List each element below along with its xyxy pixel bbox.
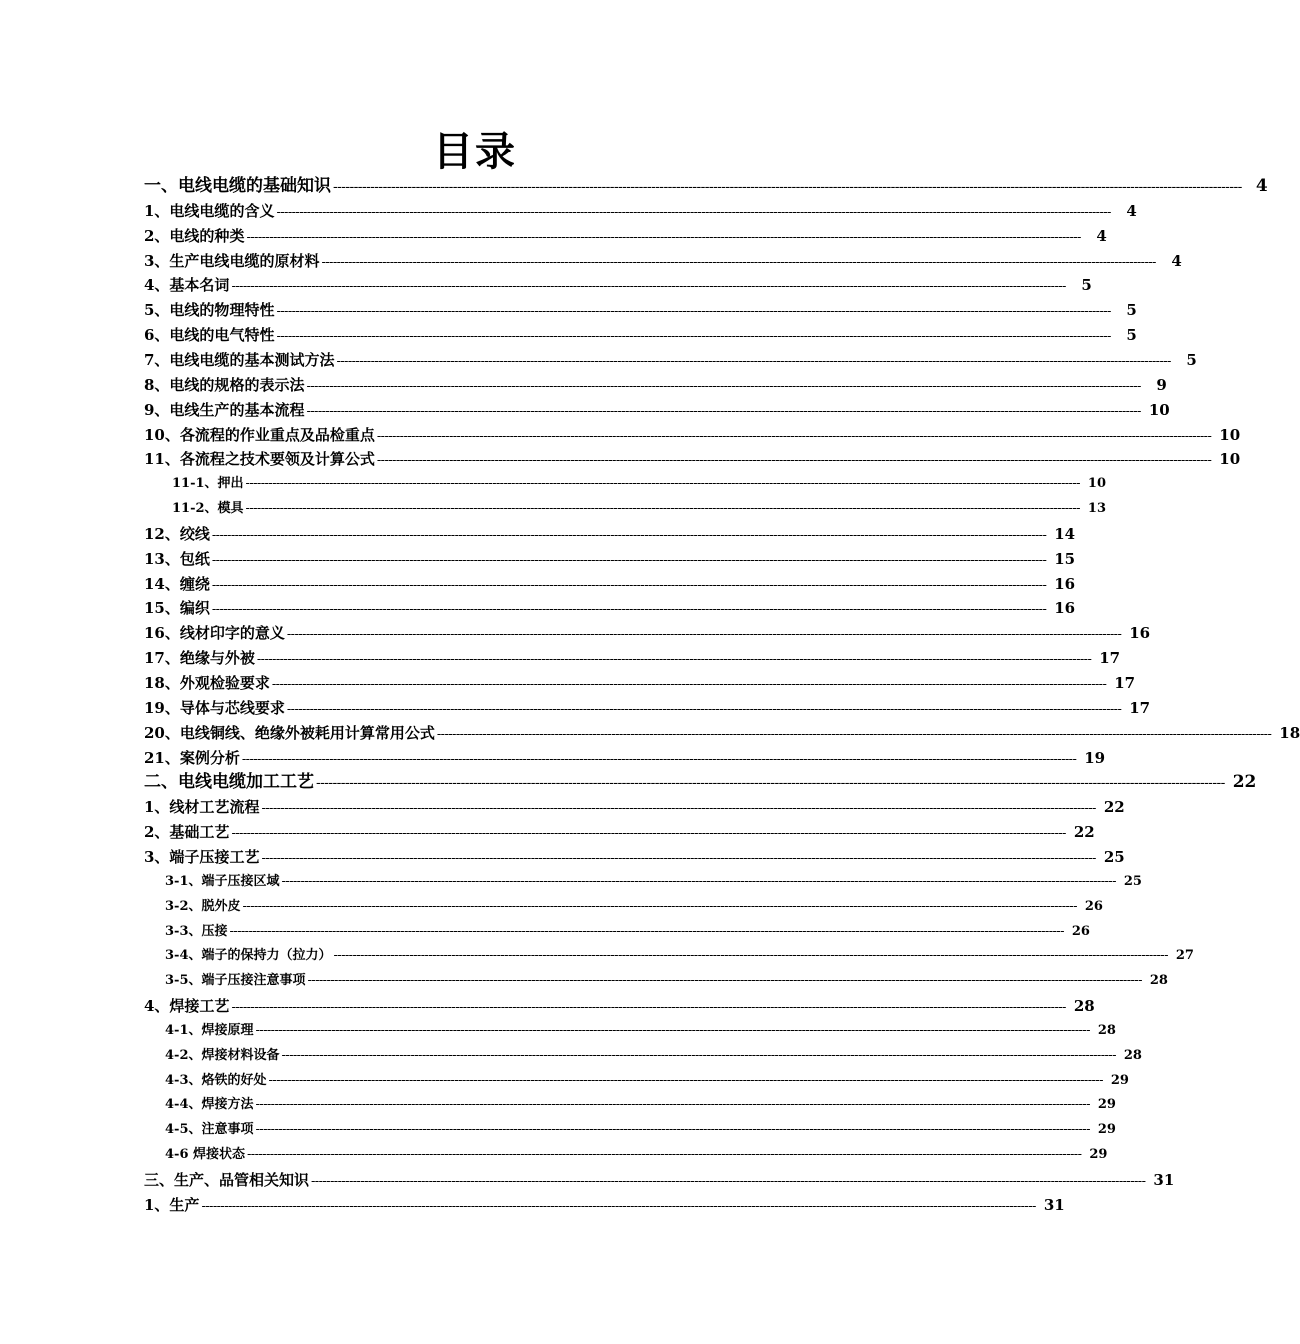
toc-entry-page-number: 27 xyxy=(1175,948,1194,964)
toc-entry-page-number: 5 xyxy=(1126,326,1137,345)
toc-entry-page-number: 17 xyxy=(1114,674,1136,692)
dot-leader: ---------------------------------------------------------------------------------------------------------------------------------------------------------------------------------------------------------------------------- xyxy=(255,1022,1090,1038)
toc-entry-label: 16、线材印字的意义 xyxy=(144,624,285,643)
toc-entry-label: 8、电线的规格的表示法 xyxy=(144,375,305,394)
toc-entry[interactable] xyxy=(144,249,1182,273)
toc-entry[interactable] xyxy=(144,671,1136,695)
dot-leader: ---------------------------------------------------------------------------------------------------------------------------------------------------------------------------------------------------------------------------- xyxy=(271,677,1107,692)
toc-entry[interactable] xyxy=(165,944,1194,968)
dot-leader: ---------------------------------------------------------------------------------------------------------------------------------------------------------------------------------------------------------------------------- xyxy=(245,501,1080,517)
toc-entry-page-number: 26 xyxy=(1084,898,1103,914)
toc-entry[interactable] xyxy=(144,795,1125,819)
dot-leader: ---------------------------------------------------------------------------------------------------------------------------------------------------------------------------------------------------------------------------- xyxy=(247,1147,1082,1163)
toc-entry-page-number: 25 xyxy=(1103,847,1125,866)
toc-entry-page-number: 28 xyxy=(1123,1047,1142,1063)
toc-entry-label: 6、电线的电气特性 xyxy=(144,326,275,345)
toc-entry-label: 一、电线电缆的基础知识 xyxy=(144,176,331,196)
toc-entry-label: 10、各流程的作业重点及品检重点 xyxy=(144,425,375,444)
toc-entry-label: 3-5、端子压接注意事项 xyxy=(165,973,306,989)
toc-entry-label: 5、电线的物理特性 xyxy=(144,301,275,320)
toc-entry-page-number: 14 xyxy=(1054,524,1076,543)
toc-entry-label: 18、外观检验要求 xyxy=(144,674,270,692)
dot-leader: ---------------------------------------------------------------------------------------------------------------------------------------------------------------------------------------------------------------------------- xyxy=(276,329,1111,345)
dot-leader: ---------------------------------------------------------------------------------------------------------------------------------------------------------------------------------------------------------------------------- xyxy=(333,948,1168,964)
page-title: 目录 xyxy=(433,128,517,175)
dot-leader: ---------------------------------------------------------------------------------------------------------------------------------------------------------------------------------------------------------------------------- xyxy=(307,973,1142,989)
toc-entry-label: 4-5、注意事项 xyxy=(165,1122,254,1138)
toc-entry-label: 4-3、烙铁的好处 xyxy=(165,1072,267,1088)
dot-leader: ---------------------------------------------------------------------------------------------------------------------------------------------------------------------------------------------------------------------------- xyxy=(311,1174,1146,1189)
toc-entry-page-number: 28 xyxy=(1073,997,1095,1016)
toc-entry-page-number: 29 xyxy=(1097,1122,1116,1138)
toc-entry-page-number: 31 xyxy=(1153,1171,1175,1189)
toc-entry[interactable] xyxy=(165,1118,1116,1142)
toc-entry-page-number: 18 xyxy=(1279,723,1300,742)
toc-entry-label: 9、电线生产的基本流程 xyxy=(144,400,305,419)
dot-leader: ---------------------------------------------------------------------------------------------------------------------------------------------------------------------------------------------------------------------------- xyxy=(276,204,1111,220)
toc-entry-label: 4、基本名词 xyxy=(144,276,230,295)
toc-entry-page-number: 29 xyxy=(1110,1072,1129,1088)
dot-leader: ---------------------------------------------------------------------------------------------------------------------------------------------------------------------------------------------------------------------------- xyxy=(231,1000,1066,1016)
toc-entry[interactable] xyxy=(165,1143,1108,1167)
toc-entry[interactable] xyxy=(144,348,1197,372)
toc-entry[interactable] xyxy=(144,1168,1175,1192)
toc-entry[interactable] xyxy=(144,447,1241,471)
dot-leader: ---------------------------------------------------------------------------------------------------------------------------------------------------------------------------------------------------------------------------- xyxy=(321,254,1156,270)
toc-entry-page-number: 10 xyxy=(1148,400,1170,419)
toc-entry-label: 21、案例分析 xyxy=(144,748,240,767)
dot-leader: ---------------------------------------------------------------------------------------------------------------------------------------------------------------------------------------------------------------------------- xyxy=(231,279,1066,295)
toc-entry[interactable] xyxy=(144,994,1095,1018)
dot-leader: ---------------------------------------------------------------------------------------------------------------------------------------------------------------------------------------------------------------------------- xyxy=(261,850,1096,866)
dot-leader: ---------------------------------------------------------------------------------------------------------------------------------------------------------------------------------------------------------------------------- xyxy=(336,353,1171,369)
toc-entry[interactable] xyxy=(144,845,1125,869)
toc-entry-label: 3-1、端子压接区域 xyxy=(165,873,280,889)
toc-entry-page-number: 16 xyxy=(1054,599,1076,618)
toc-entry-page-number: 15 xyxy=(1054,549,1076,568)
toc-entry-label: 4-4、焊接方法 xyxy=(165,1097,254,1113)
toc-entry-label: 4、焊接工艺 xyxy=(144,997,230,1016)
toc-entry[interactable] xyxy=(165,920,1090,944)
toc-entry-page-number: 13 xyxy=(1087,501,1107,517)
dot-leader: ---------------------------------------------------------------------------------------------------------------------------------------------------------------------------------------------------------------------------- xyxy=(276,304,1111,320)
toc-entry[interactable] xyxy=(144,721,1300,745)
toc-entry-page-number: 29 xyxy=(1089,1147,1108,1163)
toc-entry-label: 17、绝缘与外被 xyxy=(144,649,255,668)
toc-entry-page-number: 4 xyxy=(1171,251,1182,270)
dot-leader: ---------------------------------------------------------------------------------------------------------------------------------------------------------------------------------------------------------------------------- xyxy=(316,775,1225,792)
toc-entry[interactable] xyxy=(144,696,1151,720)
dot-leader: ---------------------------------------------------------------------------------------------------------------------------------------------------------------------------------------------------------------------------- xyxy=(242,898,1077,914)
toc-entry-page-number: 29 xyxy=(1097,1097,1116,1113)
toc-entry[interactable] xyxy=(144,273,1092,297)
dot-leader: ---------------------------------------------------------------------------------------------------------------------------------------------------------------------------------------------------------------------------- xyxy=(231,826,1066,842)
dot-leader: ---------------------------------------------------------------------------------------------------------------------------------------------------------------------------------------------------------------------------- xyxy=(261,801,1096,817)
toc-entry-page-number: 10 xyxy=(1087,476,1107,492)
dot-leader: ---------------------------------------------------------------------------------------------------------------------------------------------------------------------------------------------------------------------------- xyxy=(229,923,1064,939)
toc-entry-page-number: 16 xyxy=(1054,574,1076,593)
toc-entry-page-number: 28 xyxy=(1149,973,1168,989)
toc-entry-label: 4-2、焊接材料设备 xyxy=(165,1047,280,1063)
dot-leader: ---------------------------------------------------------------------------------------------------------------------------------------------------------------------------------------------------------------------------- xyxy=(245,476,1080,492)
toc-entry-page-number: 10 xyxy=(1219,450,1241,469)
toc-entry[interactable] xyxy=(144,373,1167,397)
toc-entry-page-number: 5 xyxy=(1081,276,1092,295)
dot-leader: ---------------------------------------------------------------------------------------------------------------------------------------------------------------------------------------------------------------------------- xyxy=(268,1072,1103,1088)
dot-leader: ---------------------------------------------------------------------------------------------------------------------------------------------------------------------------------------------------------------------------- xyxy=(286,627,1122,643)
toc-entry-page-number: 5 xyxy=(1186,350,1197,369)
toc-entry[interactable] xyxy=(165,1019,1116,1043)
toc-entry-page-number: 22 xyxy=(1103,798,1125,817)
toc-entry-label: 3-2、脱外皮 xyxy=(165,898,241,914)
toc-entry[interactable] xyxy=(144,199,1137,223)
toc-entry-label: 14、缠绕 xyxy=(144,574,210,593)
toc-entry[interactable] xyxy=(144,596,1076,620)
toc-entry-label: 11、各流程之技术要领及计算公式 xyxy=(144,450,375,469)
toc-entry[interactable] xyxy=(165,1093,1116,1117)
toc-entry-label: 三、生产、品管相关知识 xyxy=(144,1171,310,1189)
toc-entry[interactable] xyxy=(144,820,1095,844)
toc-entry-label: 4-6 焊接状态 xyxy=(165,1147,246,1163)
toc-entry-label: 7、电线电缆的基本测试方法 xyxy=(144,350,335,369)
toc-entry-page-number: 19 xyxy=(1084,748,1106,767)
toc-entry-label: 1、线材工艺流程 xyxy=(144,798,260,817)
toc-entry[interactable] xyxy=(165,895,1103,919)
toc-entry[interactable] xyxy=(144,174,1268,198)
dot-leader: ---------------------------------------------------------------------------------------------------------------------------------------------------------------------------------------------------------------------------- xyxy=(211,577,1047,593)
toc-entry-label: 20、电线铜线、绝缘外被耗用计算常用公式 xyxy=(144,723,435,742)
toc-entry[interactable] xyxy=(144,770,1257,794)
toc-entry-label: 15、编织 xyxy=(144,599,210,618)
toc-entry-page-number: 4 xyxy=(1126,201,1137,220)
dot-leader: ---------------------------------------------------------------------------------------------------------------------------------------------------------------------------------------------------------------------------- xyxy=(333,179,1242,195)
toc-entry-label: 3-3、压接 xyxy=(165,923,228,939)
toc-entry[interactable] xyxy=(144,398,1170,422)
toc-entry[interactable] xyxy=(144,522,1076,546)
toc-entry[interactable] xyxy=(172,497,1107,521)
toc-entry[interactable] xyxy=(144,621,1151,645)
toc-entry-label: 11-2、模具 xyxy=(172,501,244,517)
dot-leader: ---------------------------------------------------------------------------------------------------------------------------------------------------------------------------------------------------------------------------- xyxy=(211,527,1047,543)
dot-leader: ---------------------------------------------------------------------------------------------------------------------------------------------------------------------------------------------------------------------------- xyxy=(281,1047,1116,1063)
toc-entry-page-number: 10 xyxy=(1219,425,1241,444)
toc-entry-page-number: 16 xyxy=(1129,624,1151,643)
toc-entry[interactable] xyxy=(144,298,1137,322)
toc-entry[interactable] xyxy=(144,224,1107,248)
toc-entry-label: 13、包纸 xyxy=(144,549,210,568)
toc-entry-label: 3、生产电线电缆的原材料 xyxy=(144,251,320,270)
toc-entry-label: 12、绞线 xyxy=(144,524,210,543)
toc-entry-page-number: 4 xyxy=(1096,226,1107,245)
toc-entry-label: 2、基础工艺 xyxy=(144,823,230,842)
toc-entry-page-number: 28 xyxy=(1097,1022,1116,1038)
toc-entry-label: 1、电线电缆的含义 xyxy=(144,201,275,220)
dot-leader: ---------------------------------------------------------------------------------------------------------------------------------------------------------------------------------------------------------------------------- xyxy=(306,378,1141,394)
toc-entry[interactable] xyxy=(165,969,1168,993)
toc-entry-label: 1、生产 xyxy=(144,1195,200,1214)
dot-leader: ---------------------------------------------------------------------------------------------------------------------------------------------------------------------------------------------------------------------------- xyxy=(376,428,1212,444)
dot-leader: ---------------------------------------------------------------------------------------------------------------------------------------------------------------------------------------------------------------------------- xyxy=(256,652,1092,668)
toc-entry-page-number: 9 xyxy=(1156,375,1167,394)
toc-entry[interactable] xyxy=(144,323,1137,347)
dot-leader: ---------------------------------------------------------------------------------------------------------------------------------------------------------------------------------------------------------------------------- xyxy=(201,1198,1036,1214)
toc-entry-page-number: 26 xyxy=(1071,923,1090,939)
toc-entry[interactable] xyxy=(144,547,1076,571)
toc-entry-page-number: 4 xyxy=(1255,176,1268,196)
toc-entry-page-number: 5 xyxy=(1126,301,1137,320)
toc-entry-label: 19、导体与芯线要求 xyxy=(144,698,285,717)
toc-entry[interactable] xyxy=(165,1044,1142,1068)
dot-leader: ---------------------------------------------------------------------------------------------------------------------------------------------------------------------------------------------------------------------------- xyxy=(281,873,1116,889)
dot-leader: ---------------------------------------------------------------------------------------------------------------------------------------------------------------------------------------------------------------------------- xyxy=(211,602,1047,618)
dot-leader: ---------------------------------------------------------------------------------------------------------------------------------------------------------------------------------------------------------------------------- xyxy=(241,751,1077,767)
toc-entry-page-number: 17 xyxy=(1129,698,1151,717)
dot-leader: ---------------------------------------------------------------------------------------------------------------------------------------------------------------------------------------------------------------------------- xyxy=(286,701,1122,717)
toc-entry-label: 二、电线电缆加工工艺 xyxy=(144,772,314,793)
toc-entry[interactable] xyxy=(165,1069,1129,1093)
toc-entry-page-number: 31 xyxy=(1043,1195,1065,1214)
toc-entry-page-number: 22 xyxy=(1232,772,1257,793)
dot-leader: ---------------------------------------------------------------------------------------------------------------------------------------------------------------------------------------------------------------------------- xyxy=(306,403,1141,419)
toc-entry[interactable] xyxy=(144,746,1106,770)
toc-entry[interactable] xyxy=(144,572,1076,596)
toc-entry-label: 11-1、押出 xyxy=(172,476,244,492)
toc-entry-page-number: 17 xyxy=(1099,649,1121,668)
toc-entry-label: 2、电线的种类 xyxy=(144,226,245,245)
toc-entry-label: 3、端子压接工艺 xyxy=(144,847,260,866)
toc-entry[interactable] xyxy=(172,472,1107,496)
dot-leader: ---------------------------------------------------------------------------------------------------------------------------------------------------------------------------------------------------------------------------- xyxy=(255,1097,1090,1113)
dot-leader: ---------------------------------------------------------------------------------------------------------------------------------------------------------------------------------------------------------------------------- xyxy=(376,453,1212,469)
toc-entry-page-number: 22 xyxy=(1073,823,1095,842)
toc-entry-label: 3-4、端子的保持力（拉力） xyxy=(165,948,332,964)
dot-leader: ---------------------------------------------------------------------------------------------------------------------------------------------------------------------------------------------------------------------------- xyxy=(436,726,1272,742)
toc-entry-label: 4-1、焊接原理 xyxy=(165,1022,254,1038)
dot-leader: ---------------------------------------------------------------------------------------------------------------------------------------------------------------------------------------------------------------------------- xyxy=(255,1122,1090,1138)
dot-leader: ---------------------------------------------------------------------------------------------------------------------------------------------------------------------------------------------------------------------------- xyxy=(211,552,1047,568)
toc-entry[interactable] xyxy=(144,1193,1065,1217)
toc-entry[interactable] xyxy=(144,423,1241,447)
toc-entry-page-number: 25 xyxy=(1123,873,1142,889)
toc-entry[interactable] xyxy=(144,646,1121,670)
dot-leader: ---------------------------------------------------------------------------------------------------------------------------------------------------------------------------------------------------------------------------- xyxy=(246,229,1081,245)
toc-entry[interactable] xyxy=(165,870,1142,894)
